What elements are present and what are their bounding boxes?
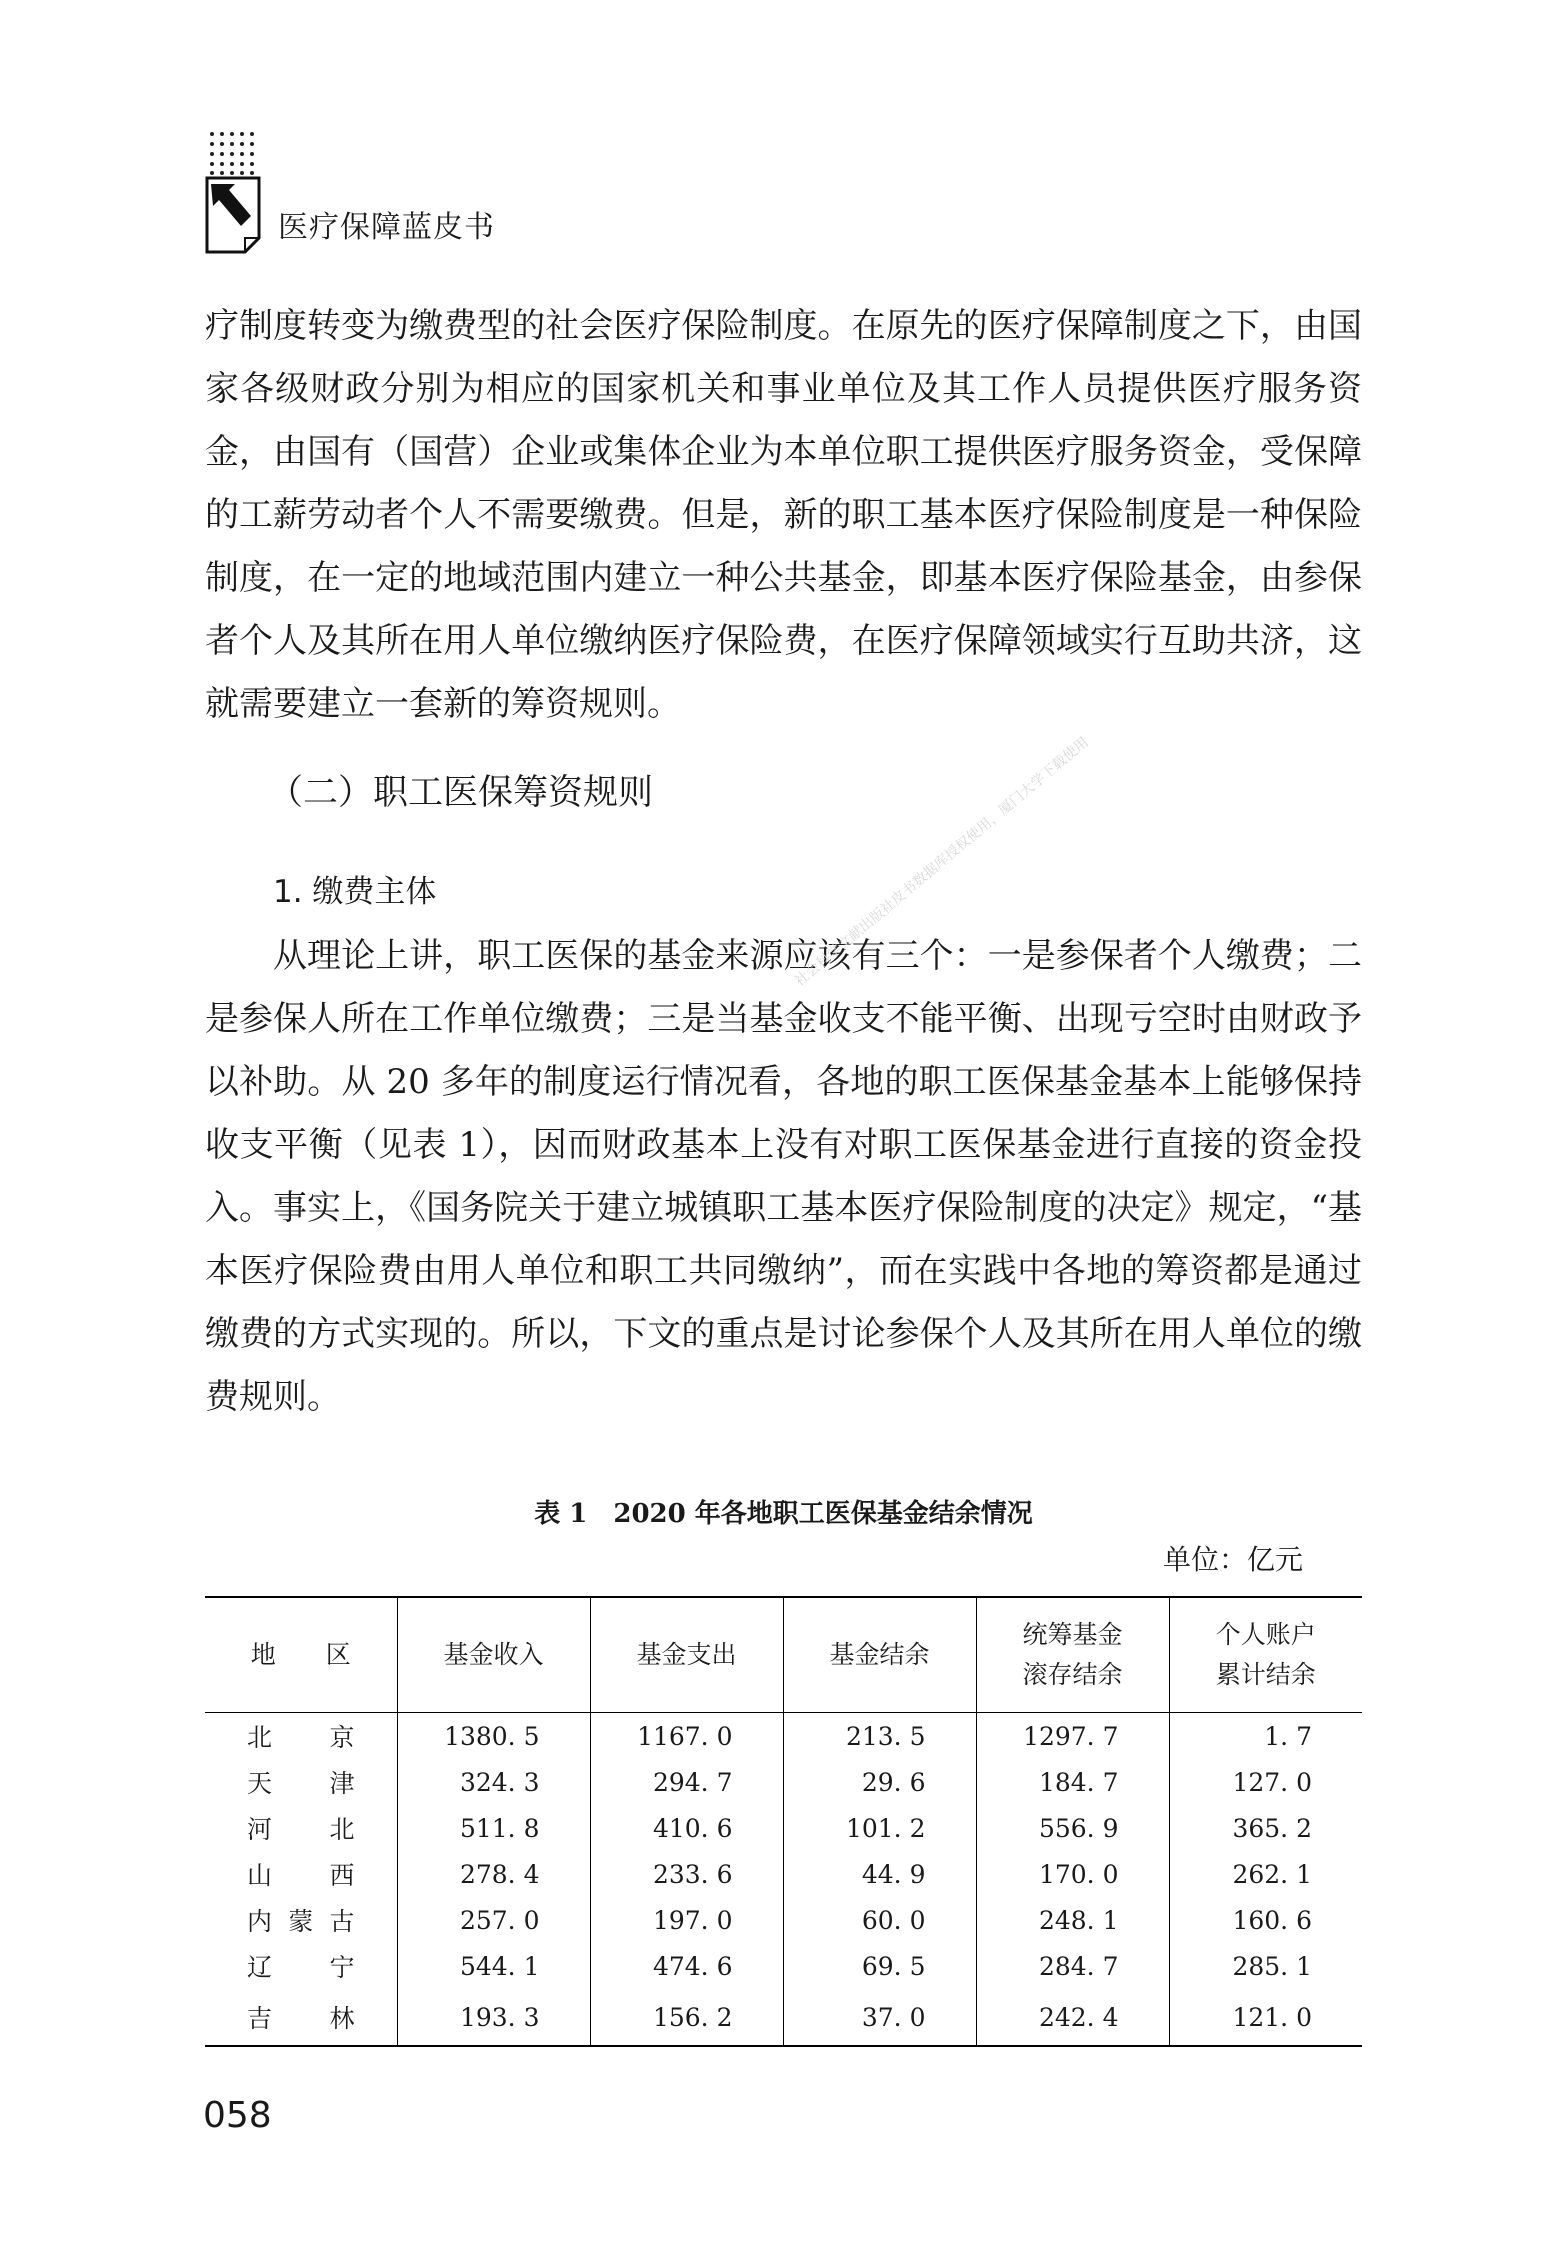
header-pooled-line2: 滚存结余 bbox=[1022, 1660, 1123, 1689]
cell-income: 193. 3 bbox=[397, 1989, 590, 2046]
cell-personal: 285. 1 bbox=[1169, 1943, 1362, 1989]
cell-personal: 127. 0 bbox=[1169, 1759, 1362, 1805]
subsection-title: 1. 缴费主体 bbox=[273, 874, 437, 910]
arrow-book-icon bbox=[205, 176, 261, 254]
watermark: 社会科学文献出版社皮书数据库授权使用，厦门大学下载使用 bbox=[791, 734, 1092, 990]
cell-expense: 1167. 0 bbox=[590, 1713, 783, 1760]
table-row bbox=[205, 1851, 1362, 1897]
cell-region bbox=[205, 1989, 397, 2046]
cell-expense: 294. 7 bbox=[590, 1759, 783, 1805]
cell-expense: 474. 6 bbox=[590, 1943, 783, 1989]
cell-balance: 69. 5 bbox=[783, 1943, 976, 1989]
header-region: 地 区 bbox=[205, 1597, 397, 1713]
page-number: 058 bbox=[203, 2095, 272, 2136]
section-title: （二）职工医保筹资规则 bbox=[268, 773, 654, 813]
region-text: 辽宁 bbox=[247, 1953, 355, 1982]
paragraph-1: 疗制度转变为缴费型的社会医疗保险制度。在原先的医疗保障制度之下，由国家各级财政分别为相应的国家机关和事业单位及其工作人员提供医疗服务资金，由国有（国营）企业或集体企业为本单位职工提供医疗服务资金，受保障的工薪劳动者个人不需要缴费。但是，新的职工基本医疗保险制度是一种保险制度，在一定的地域范围内建立一种公共基金，即基本医疗保险基金，由参保者个人及其所在用人单位缴纳医疗保险费，在医疗保障领域实行互助共济，这就需要建立一套新的筹资规则。 bbox=[205, 306, 1362, 724]
table-row bbox=[205, 1943, 1362, 1989]
cell-expense: 410. 6 bbox=[590, 1805, 783, 1851]
table-row bbox=[205, 1897, 1362, 1943]
header-pooled-line1: 统筹基金 bbox=[1022, 1620, 1123, 1649]
cell-balance: 101. 2 bbox=[783, 1805, 976, 1851]
cell-pooled: 556. 9 bbox=[976, 1805, 1169, 1851]
dot-pattern-icon bbox=[208, 130, 256, 176]
table-row bbox=[205, 1805, 1362, 1851]
cell-personal: 160. 6 bbox=[1169, 1897, 1362, 1943]
cell-expense: 233. 6 bbox=[590, 1851, 783, 1897]
cell-personal: 1. 7 bbox=[1169, 1713, 1362, 1760]
header-personal bbox=[1169, 1597, 1362, 1713]
cell-balance: 37. 0 bbox=[783, 1989, 976, 2046]
cell-personal: 262. 1 bbox=[1169, 1851, 1362, 1897]
cell-personal: 121. 0 bbox=[1169, 1989, 1362, 2046]
cell-income: 324. 3 bbox=[397, 1759, 590, 1805]
cell-region bbox=[205, 1713, 397, 1760]
header-personal-line2: 累计结余 bbox=[1215, 1660, 1316, 1689]
header-income: 基金收入 bbox=[397, 1597, 590, 1713]
cell-balance: 44. 9 bbox=[783, 1851, 976, 1897]
region-text: 北京 bbox=[247, 1723, 355, 1752]
header-personal-line1: 个人账户 bbox=[1215, 1620, 1316, 1649]
cell-expense: 197. 0 bbox=[590, 1897, 783, 1943]
running-header bbox=[205, 120, 605, 260]
table-header-row bbox=[205, 1597, 1362, 1713]
cell-balance: 213. 5 bbox=[783, 1713, 976, 1760]
cell-expense: 156. 2 bbox=[590, 1989, 783, 2046]
cell-pooled: 248. 1 bbox=[976, 1897, 1169, 1943]
cell-balance: 60. 0 bbox=[783, 1897, 976, 1943]
cell-region bbox=[205, 1759, 397, 1805]
cell-region bbox=[205, 1943, 397, 1989]
cell-income: 1380. 5 bbox=[397, 1713, 590, 1760]
header-pooled bbox=[976, 1597, 1169, 1713]
cell-pooled: 170. 0 bbox=[976, 1851, 1169, 1897]
book-title: 医疗保障蓝皮书 bbox=[278, 210, 495, 245]
paragraph-2-text: 从理论上讲，职工医保的基金来源应该有三个：一是参保者个人缴费；二是参保人所在工作单位缴费；三是当基金收支不能平衡、出现亏空时由财政予以补助。从 20 多年的制度运行情况看，各地的职工医保基金基本上能够保持收支平衡（见表 1），因而财政基本上没有对职工医保基金进行直接的资金投入。事实上，《国务院关于建立城镇职工基本医疗保险制度的决定》规定，“基本医疗保险费由用人单位和职工共同缴纳”，而在实践中各地的筹资都是通过缴费的方式实现的。所以，下文的重点是讨论参保个人及其所在用人单位的缴费规则。 bbox=[205, 936, 1362, 1417]
cell-pooled: 184. 7 bbox=[976, 1759, 1169, 1805]
cell-income: 511. 8 bbox=[397, 1805, 590, 1851]
table-row bbox=[205, 1713, 1362, 1760]
cell-pooled: 242. 4 bbox=[976, 1989, 1169, 2046]
table-caption: 表 1 2020 年各地职工医保基金结余情况 bbox=[534, 1499, 1033, 1529]
cell-personal: 365. 2 bbox=[1169, 1805, 1362, 1851]
cell-region bbox=[205, 1805, 397, 1851]
header-expense: 基金支出 bbox=[590, 1597, 783, 1713]
cell-pooled: 1297. 7 bbox=[976, 1713, 1169, 1760]
cell-pooled: 284. 7 bbox=[976, 1943, 1169, 1989]
paragraph-2 bbox=[205, 925, 1362, 1429]
cell-region bbox=[205, 1897, 397, 1943]
table-row bbox=[205, 1989, 1362, 2046]
cell-income: 544. 1 bbox=[397, 1943, 590, 1989]
cell-income: 278. 4 bbox=[397, 1851, 590, 1897]
region-text: 吉林 bbox=[247, 2004, 355, 2033]
cell-balance: 29. 6 bbox=[783, 1759, 976, 1805]
table-unit: 单位：亿元 bbox=[1162, 1543, 1303, 1576]
region-text: 天津 bbox=[247, 1769, 355, 1798]
header-balance: 基金结余 bbox=[783, 1597, 976, 1713]
table-row bbox=[205, 1759, 1362, 1805]
region-text: 山西 bbox=[247, 1861, 355, 1890]
region-text: 内蒙古 bbox=[247, 1907, 355, 1936]
cell-region bbox=[205, 1851, 397, 1897]
cell-income: 257. 0 bbox=[397, 1897, 590, 1943]
fund-balance-table bbox=[205, 1596, 1362, 2047]
region-text: 河北 bbox=[247, 1815, 355, 1844]
